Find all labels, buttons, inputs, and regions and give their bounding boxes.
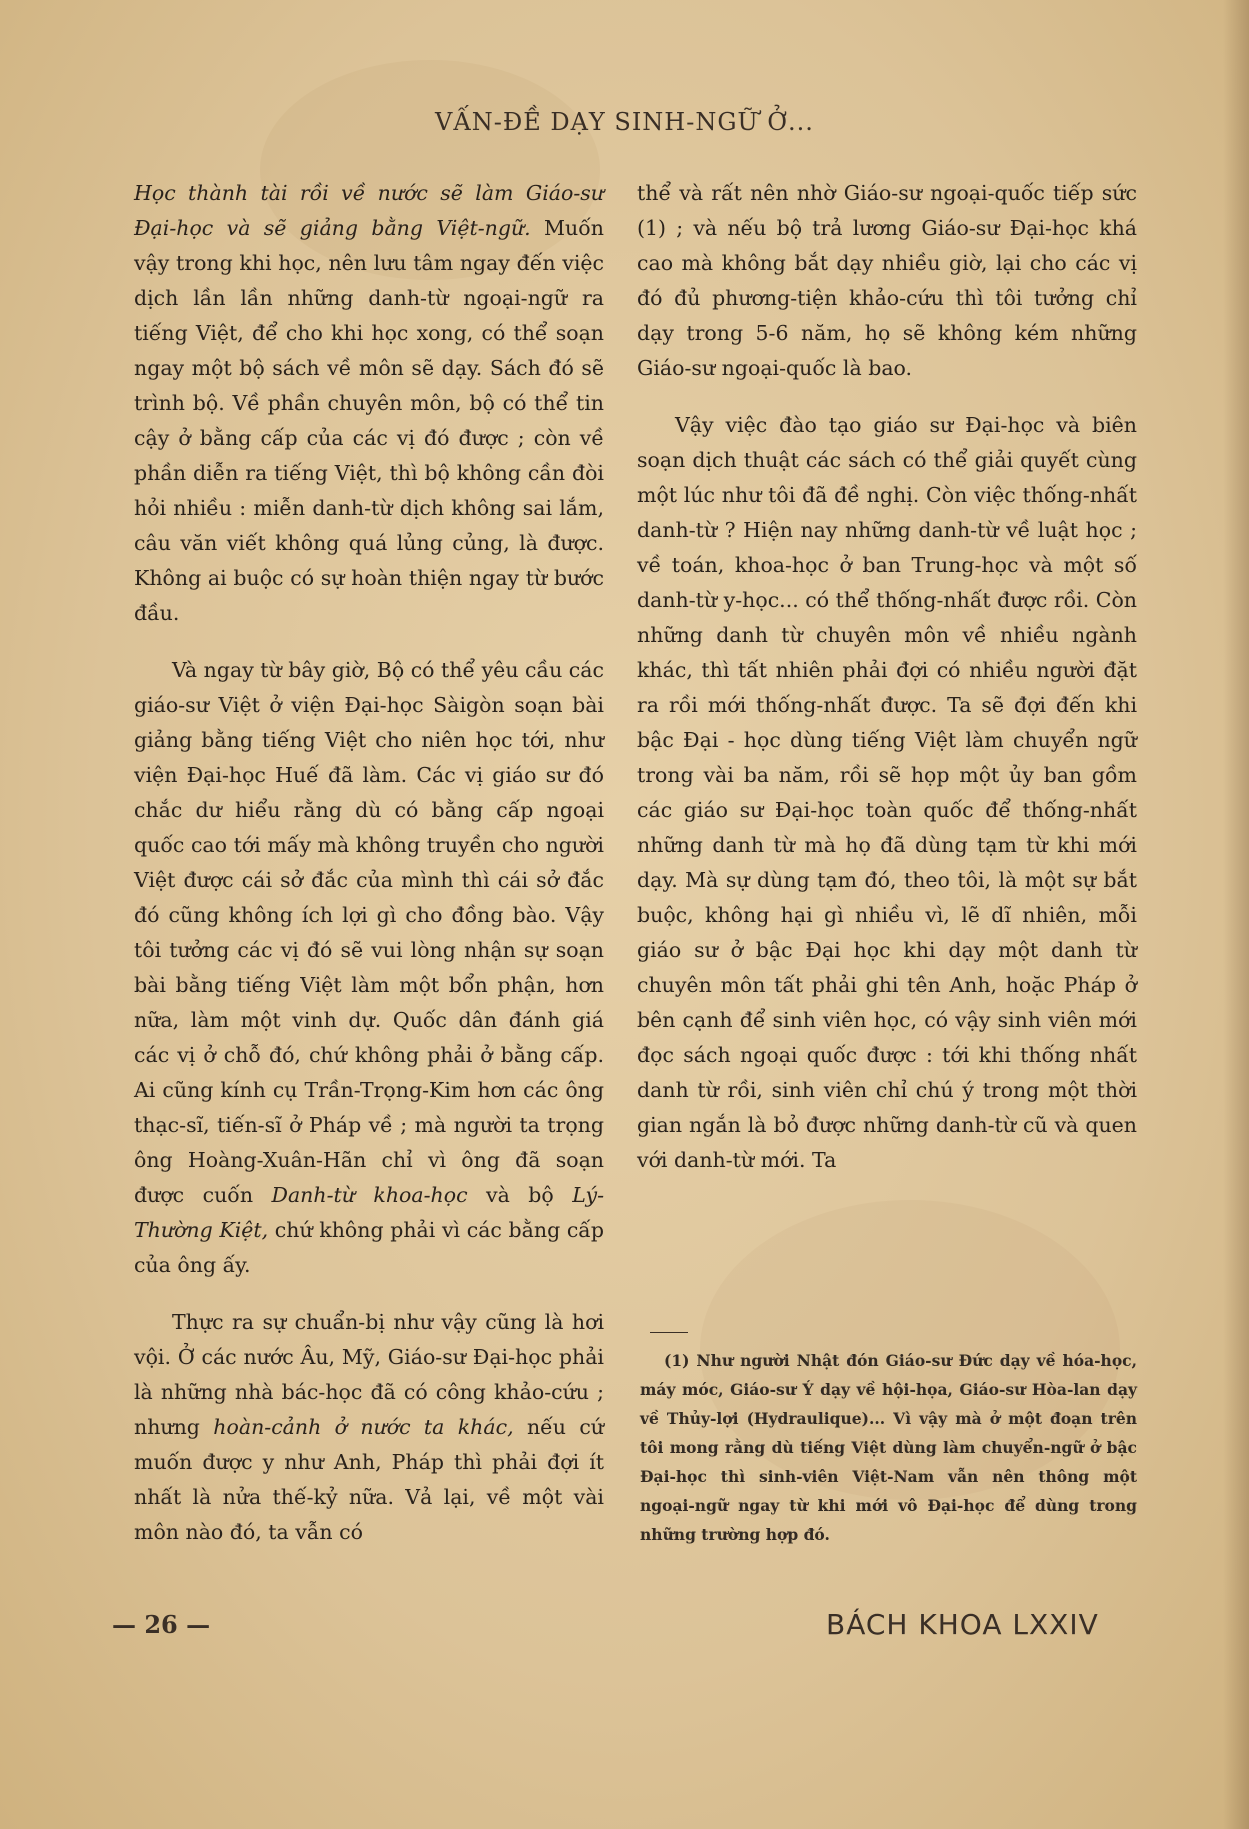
paragraph <box>134 653 604 1283</box>
paragraph-text: Và ngay từ bây giờ, Bộ có thể yêu cầu các giáo-sư Việt ở viện Đại-học Sàigòn soạn bài giảng bằng tiếng Việt cho niên học tới, như viện Đại-học Huế đã làm. Các vị giáo sư đó chắc dư hiểu rằng dù có bằng cấp ngoại quốc cao tới mấy mà không truyền cho người Việt được cái sở đắc của mình thì cái sở đắc đó cũng không ích lợi gì cho đồng bào. Vậy tôi tưởng các vị đó sẽ vui lòng nhận sự soạn bài bằng tiếng Việt làm một bổn phận, hơn nữa, làm một vinh dự. Quốc dân đánh giá các vị ở chỗ đó, chứ không phải ở bằng cấp. Ai cũng kính cụ Trần-Trọng-Kim hơn các ông thạc-sĩ, tiến-sĩ ở Pháp về ; mà người ta trọng ông Hoàng-Xuân-Hãn chỉ vì ông đã soạn được cuốn <box>134 658 604 1207</box>
paragraph-text: nếu cứ muốn được y như Anh, Pháp thì phải đợi ít nhất là nửa thế-kỷ nữa. Vả lại, về một vài môn nào đó, ta vẫn có <box>134 1415 604 1544</box>
page-edge-shadow <box>1223 0 1249 1829</box>
paragraph: thể và rất nên nhờ Giáo-sư ngoại-quốc tiếp sức (1) ; và nếu bộ trả lương Giáo-sư Đại-học khá cao mà không bắt dạy nhiều giờ, lại cho các vị đó đủ phương-tiện khảo-cứu thì tôi tưởng chỉ dạy trong 5-6 năm, họ sẽ không kém những Giáo-sư ngoại-quốc là bao. <box>637 181 1137 380</box>
paragraph: Vậy việc đào tạo giáo sư Đại-học và biên soạn dịch thuật các sách có thể giải quyết cùng một lúc như tôi đã đề nghị. Còn việc thống-nhất danh-từ ? Hiện nay những danh-từ về luật học ; về toán, khoa-học ở ban Trung-học và một số danh-từ y-học... có thể thống-nhất được rồi. Còn những danh từ chuyên môn về nhiều ngành khác, thì tất nhiên phải đợi có nhiều người đặt ra rồi mới thống-nhất được. Ta sẽ đợi đến khi bậc Đại - học dùng tiếng Việt làm chuyển ngữ trong vài ba năm, rồi sẽ họp một ủy ban gồm các giáo sư Đại-học toàn quốc để thống-nhất những danh từ mà họ đã dùng tạm từ khi mới dạy. Mà sự dùng tạm đó, theo tôi, là một sự bắt buộc, không hại gì nhiều vì, lẽ dĩ nhiên, mỗi giáo sư ở bậc Đại học khi dạy một danh từ chuyên môn tất phải ghi tên Anh, hoặc Pháp ở bên cạnh để sinh viên học, có vậy sinh viên mới đọc sách ngoại quốc được : tới khi thống nhất danh từ rồi, sinh viên chỉ chú ý trong một thời gian ngắn là bỏ được những danh-từ cũ và quen với danh-từ mới. Ta <box>637 413 1137 1172</box>
left-column <box>134 176 604 1572</box>
footnote <box>640 1346 1137 1549</box>
page-number: — 26 — <box>112 1610 211 1639</box>
magazine-name: BÁCH KHOA LXXIV <box>826 1608 1099 1641</box>
book-title: Lý-Thường Kiệt, <box>134 1183 604 1242</box>
italic-text: Học thành tài rồi về nước sẽ làm Giáo-sư Đại-học và sẽ giảng bằng Việt-ngữ. <box>134 181 604 240</box>
paragraph <box>134 1305 604 1550</box>
paragraph-text: Muốn vậy trong khi học, nên lưu tâm ngay đến việc dịch lần lần những danh-từ ngoại-ngữ ra tiếng Việt, để cho khi học xong, có thể soạn ngay một bộ sách về môn sẽ dạy. Sách đó sẽ trình bộ. Về phần chuyên môn, bộ có thể tin cậy ở bằng cấp của các vị đó được ; còn về phần diễn ra tiếng Việt, thì bộ không cần đòi hỏi nhiều : miễn danh-từ dịch không sai lắm, câu văn viết không quá lủng củng, là được. Không ai buộc có sự hoàn thiện ngay từ bước đầu. <box>134 216 604 625</box>
paragraph-text: và bộ <box>467 1183 573 1207</box>
footnote-divider <box>650 1332 688 1333</box>
running-title: VẤN-ĐỀ DẠY SINH-NGỮ Ở... <box>435 108 814 136</box>
right-column <box>637 176 1137 1200</box>
paragraph-text: chứ không phải vì các bằng cấp của ông ấy. <box>134 1218 604 1277</box>
paragraph-text: Thực ra sự chuẩn-bị như vậy cũng là hơi vội. Ở các nước Âu, Mỹ, Giáo-sư Đại-học phải là những nhà bác-học đã có công khảo-cứu ; nhưng <box>134 1310 604 1439</box>
italic-text: hoàn-cảnh ở nước ta khác, <box>213 1415 514 1439</box>
paragraph <box>134 176 604 631</box>
footnote-text: (1) Như người Nhật đón Giáo-sư Đức dạy về hóa-học, máy móc, Giáo-sư Ý dạy về hội-họa, Giáo-sư Hòa-lan dạy về Thủy-lợi (Hydraulique)... Vì vậy mà ở một đoạn trên tôi mong rằng dù tiếng Việt dùng làm chuyển-ngữ ở bậc Đại-học thì sinh-viên Việt-Nam vẫn nên thông một ngoại-ngữ ngay từ khi mới vô Đại-học để dùng trong những trường hợp đó. <box>640 1351 1137 1544</box>
book-title: Danh-từ khoa-học <box>271 1183 468 1207</box>
